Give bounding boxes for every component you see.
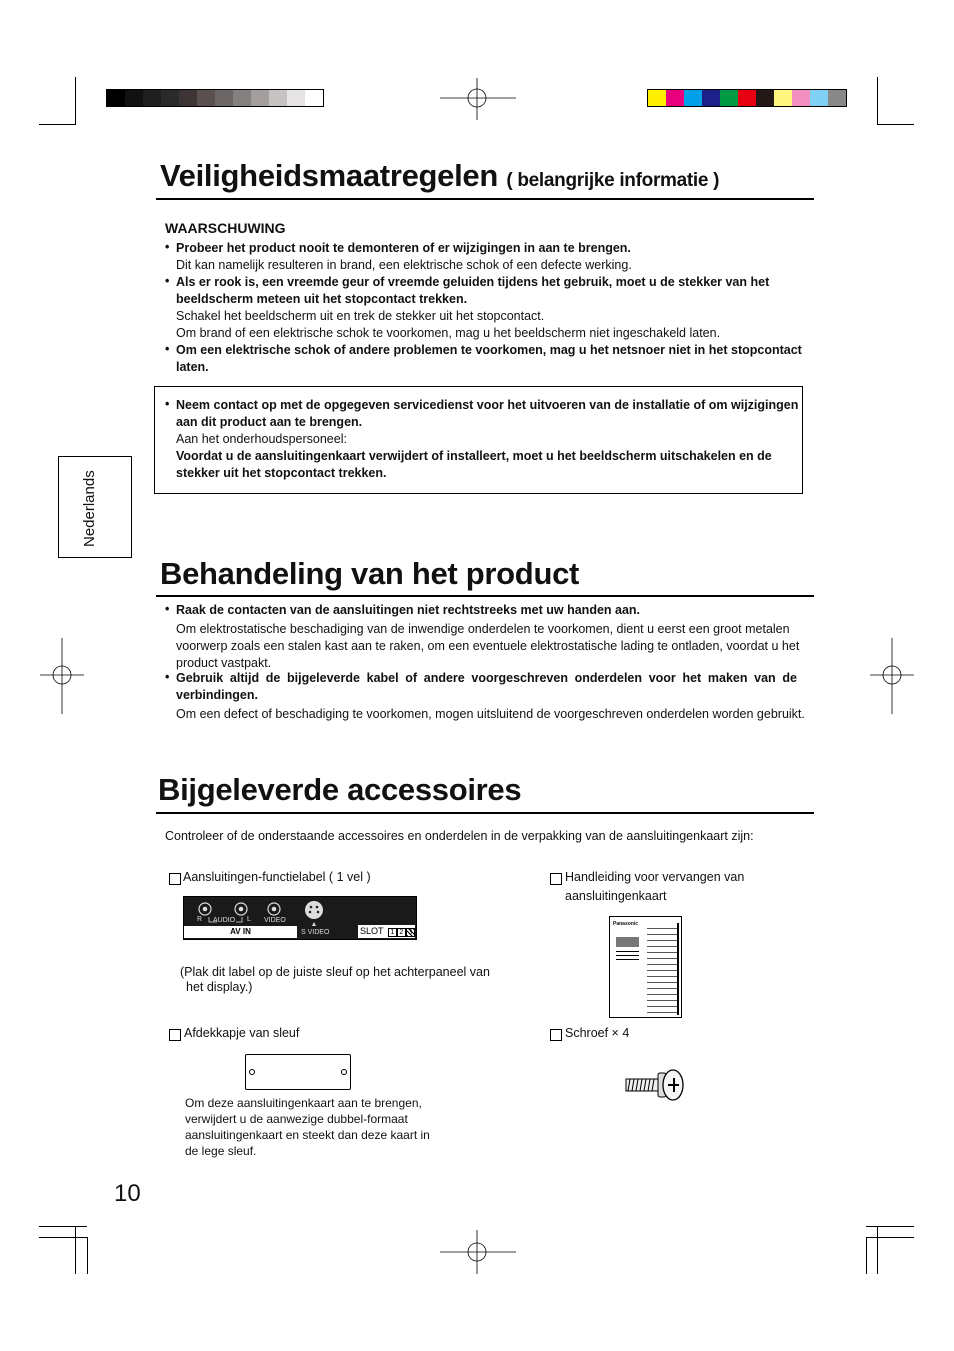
color-swatch bbox=[720, 90, 738, 106]
section-title-accessories: Bijgeleverde accessoires bbox=[158, 772, 522, 807]
color-swatch bbox=[828, 90, 846, 106]
color-swatch bbox=[125, 90, 143, 106]
screw-icon bbox=[624, 1066, 686, 1104]
section-rule bbox=[156, 198, 814, 200]
color-swatch bbox=[666, 90, 684, 106]
bullet-text: product vastpakt. bbox=[176, 656, 272, 670]
bullet-bold: beeldscherm meteen uit het stopcontact trekken. bbox=[176, 292, 468, 306]
label-av-in: AV IN bbox=[230, 927, 251, 936]
bullet-text: Om een defect of beschadiging te voorkomen, mogen uitsluitend de voorgeschreven onderdelen worden gebruikt. bbox=[176, 707, 805, 721]
warning-heading: WAARSCHUWING bbox=[165, 220, 286, 236]
slot-indicator bbox=[358, 925, 415, 938]
registration-mark-bottom bbox=[440, 1230, 516, 1274]
item-note: Om deze aansluitingenkaart aan te brengen, bbox=[185, 1096, 422, 1110]
label-s-video: S VIDEO bbox=[301, 929, 330, 936]
bullet-text: Dit kan namelijk resulteren in brand, een elektrische schok of een defecte werking. bbox=[176, 258, 632, 272]
bullet-dot: • bbox=[165, 397, 170, 411]
item-label: Schroef × 4 bbox=[565, 1026, 630, 1040]
label-audio: AUDIO bbox=[213, 917, 236, 924]
color-swatch bbox=[810, 90, 828, 106]
section-title-handling: Behandeling van het product bbox=[160, 556, 580, 591]
bullet-dot: • bbox=[165, 670, 170, 684]
function-label-illustration bbox=[183, 896, 417, 940]
checkbox bbox=[169, 873, 181, 885]
color-swatch bbox=[197, 90, 215, 106]
bullet-text: Om brand of een elektrische schok te voorkomen, mag u het beeldscherm niet ingeschakeld laten. bbox=[176, 326, 721, 340]
slot-number: 1 bbox=[388, 928, 397, 937]
label-video: VIDEO bbox=[264, 917, 286, 924]
item-note: het display.) bbox=[186, 980, 253, 994]
bullet-text: Om elektrostatische beschadiging van de inwendige onderdelen te voorkomen, dient u eerst een groot metalen bbox=[176, 622, 790, 636]
bullet-bold: laten. bbox=[176, 360, 209, 374]
color-swatch bbox=[792, 90, 810, 106]
item-label: aansluitingenkaart bbox=[565, 889, 667, 903]
notice-bold: aan dit product aan te brengen. bbox=[176, 415, 363, 429]
item-note: de lege sleuf. bbox=[185, 1144, 257, 1158]
checkbox bbox=[550, 873, 562, 885]
manual-title-line bbox=[616, 951, 639, 952]
color-swatch bbox=[143, 90, 161, 106]
bullet-dot: • bbox=[165, 240, 170, 254]
manual-booklet-illustration bbox=[609, 916, 682, 1018]
checkbox bbox=[550, 1029, 562, 1041]
bullet-text: voorwerp zoals een stalen kast aan te raken, om een eventuele elektrostatische lading te ontladen, voordat u het bbox=[176, 639, 800, 653]
title-sub: ( belangrijke informatie ) bbox=[506, 170, 720, 191]
color-swatch bbox=[107, 90, 125, 106]
bullet-dot: • bbox=[165, 602, 170, 616]
notice-bold: stekker uit het stopcontact trekken. bbox=[176, 466, 387, 480]
color-swatch bbox=[684, 90, 702, 106]
slot-cover-illustration bbox=[245, 1054, 351, 1090]
notice-text: Aan het onderhoudspersoneel: bbox=[176, 432, 347, 446]
accessories-intro: Controleer of de onderstaande accessoires en onderdelen in de verpakking van de aansluitingenkaart zijn: bbox=[165, 829, 754, 843]
color-swatch bbox=[287, 90, 305, 106]
bullet-bold: Gebruik altijd de bijgeleverde kabel of andere voorgeschreven onderdelen voor het maken van de bbox=[176, 671, 797, 685]
registration-mark-top bbox=[440, 78, 516, 120]
color-swatch bbox=[305, 90, 323, 106]
color-swatch bbox=[161, 90, 179, 106]
slot-number: 2 bbox=[397, 928, 406, 937]
item-note: (Plak dit label op de juiste sleuf op het achterpaneel van bbox=[180, 965, 490, 979]
section-rule bbox=[156, 812, 814, 814]
color-swatch bbox=[738, 90, 756, 106]
color-swatch bbox=[774, 90, 792, 106]
item-note: verwijdert u de aanwezige dubbel-formaat bbox=[185, 1112, 408, 1126]
color-swatch bbox=[233, 90, 251, 106]
color-swatch bbox=[702, 90, 720, 106]
manual-brand-logo: Panasonic bbox=[613, 921, 639, 927]
notice-bold: Voordat u de aansluitingenkaart verwijdert of installeert, moet u het beeldscherm uitschakelen en de bbox=[176, 449, 772, 463]
registration-mark-left bbox=[40, 638, 84, 714]
notice-bold: Neem contact op met de opgegeven servicedienst voor het uitvoeren van de installatie of om wijzigingen bbox=[176, 398, 799, 412]
label-r: R bbox=[197, 916, 203, 923]
item-label: Afdekkapje van sleuf bbox=[184, 1026, 300, 1040]
bullet-bold: Als er rook is, een vreemde geur of vreemde geluiden tijdens het gebruik, moet u de stekker van het bbox=[176, 275, 770, 289]
av-in-bar bbox=[184, 926, 297, 938]
manual-language-tabs bbox=[647, 923, 679, 1015]
manual-cover-image bbox=[616, 937, 639, 947]
item-label: Aansluitingen-functielabel ( 1 vel ) bbox=[183, 870, 371, 884]
bullet-bold: Probeer het product nooit te demonteren of er wijzigingen in aan te brengen. bbox=[176, 241, 631, 255]
color-swatch bbox=[648, 90, 666, 106]
bullet-dot: • bbox=[165, 342, 170, 356]
greyscale-calibration-bar bbox=[106, 89, 324, 107]
color-swatch bbox=[756, 90, 774, 106]
page-number: 10 bbox=[114, 1180, 141, 1207]
item-label: Handleiding voor vervangen van bbox=[565, 870, 745, 884]
language-side-tab bbox=[58, 456, 132, 558]
section-rule bbox=[156, 595, 814, 597]
bullet-bold: Om een elektrische schok of andere problemen te voorkomen, mag u het netsnoer niet in het stopcontact bbox=[176, 343, 802, 357]
language-label: Nederlands bbox=[81, 470, 98, 547]
process-color-calibration-bar bbox=[647, 89, 847, 107]
bullet-text: Schakel het beeldscherm uit en trek de stekker uit het stopcontact. bbox=[176, 309, 545, 323]
checkbox bbox=[169, 1029, 181, 1041]
bullet-dot: • bbox=[165, 274, 170, 288]
color-swatch bbox=[251, 90, 269, 106]
screw-hole bbox=[341, 1069, 347, 1075]
title-main: Veiligheidsmaatregelen bbox=[160, 158, 498, 193]
screw-hole bbox=[249, 1069, 255, 1075]
color-swatch bbox=[179, 90, 197, 106]
bullet-bold: verbindingen. bbox=[176, 688, 258, 702]
label-l: L bbox=[247, 916, 251, 923]
manual-title-line bbox=[616, 959, 639, 960]
slot-number-selected: 3 bbox=[406, 928, 415, 937]
section-title-safety bbox=[160, 158, 719, 194]
bullet-bold: Raak de contacten van de aansluitingen niet rechtstreeks met uw handen aan. bbox=[176, 603, 641, 617]
color-swatch bbox=[269, 90, 287, 106]
item-note: aansluitingenkaart en steekt dan deze kaart in bbox=[185, 1128, 430, 1142]
manual-title-line bbox=[616, 955, 639, 956]
color-swatch bbox=[215, 90, 233, 106]
registration-mark-right bbox=[870, 638, 914, 714]
label-slot: SLOT bbox=[360, 926, 384, 936]
